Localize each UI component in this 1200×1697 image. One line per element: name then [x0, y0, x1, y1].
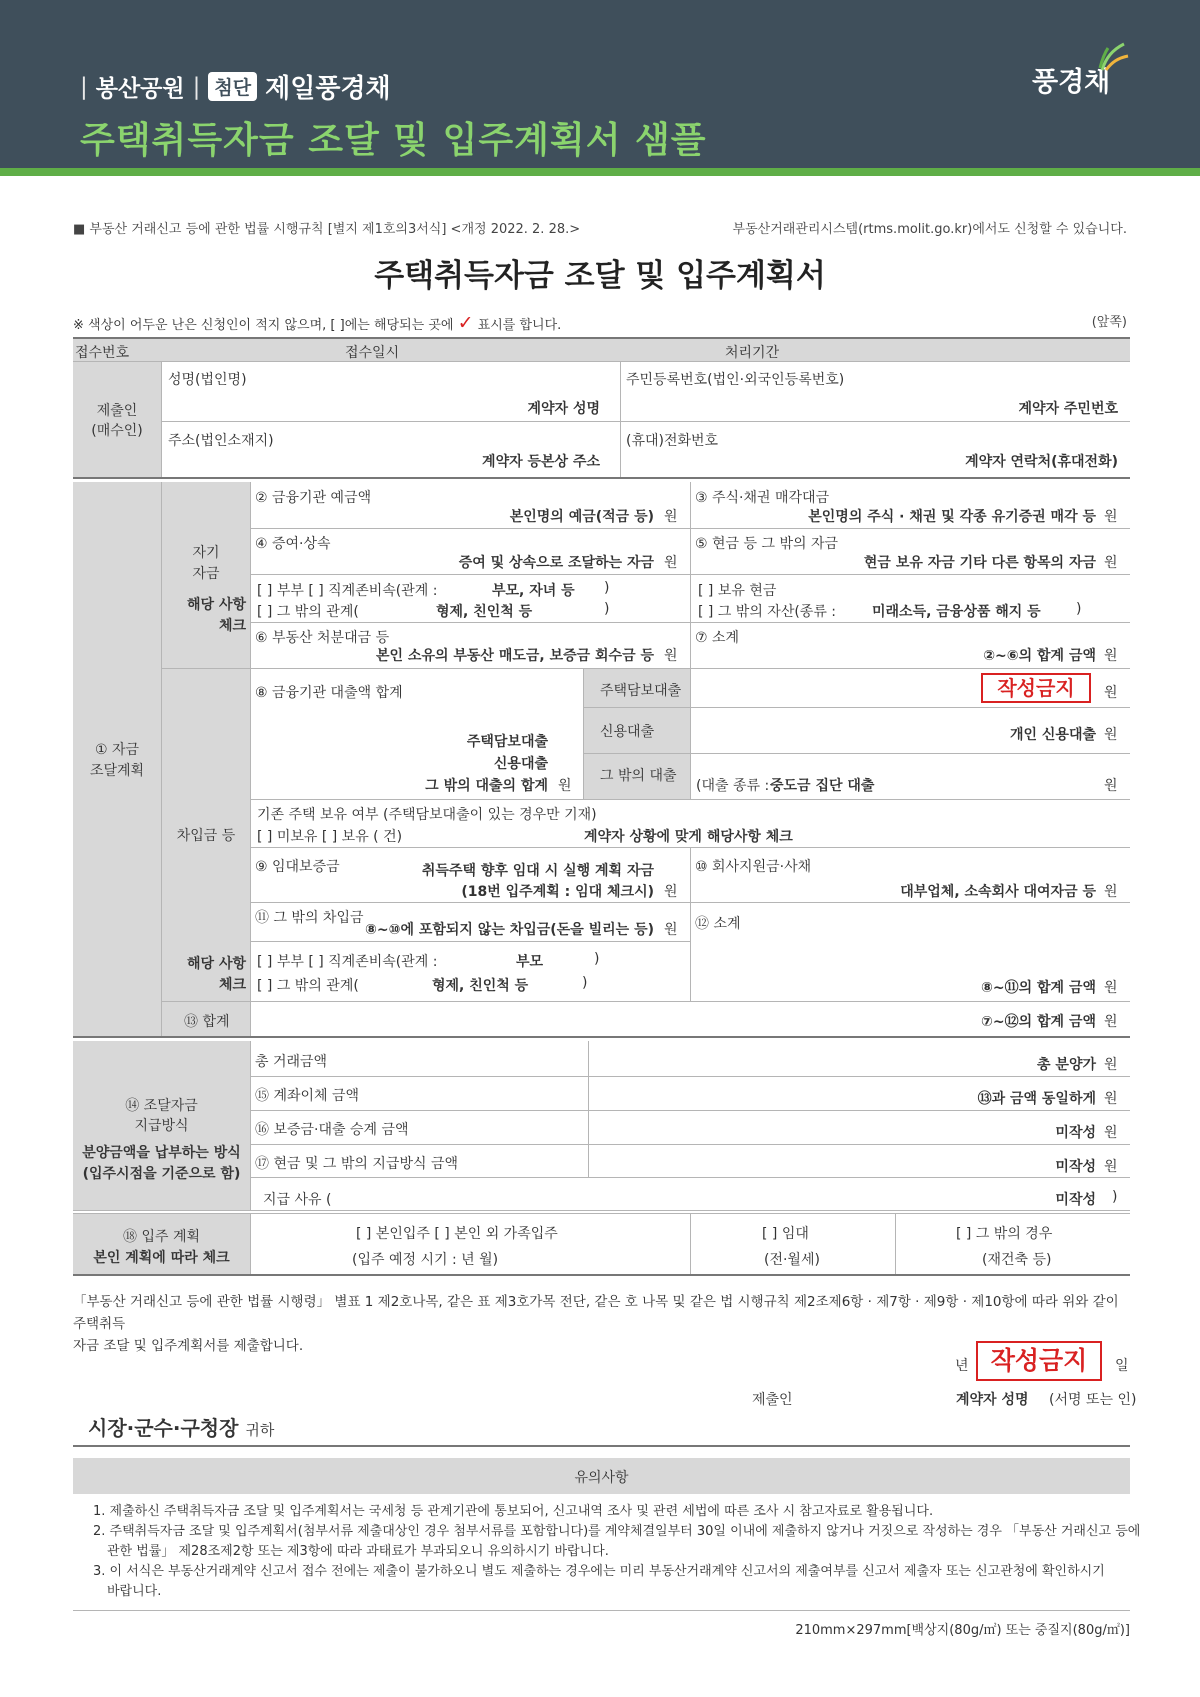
- won-unit: 원: [1104, 685, 1118, 701]
- own-subtotal-label: ⑦ 소계: [695, 630, 740, 646]
- rule: [73, 361, 1130, 362]
- existing-house-note: 계약자 상황에 맞게 해당사항 체크: [584, 829, 793, 845]
- phone-label: (휴대)전화번호: [626, 433, 719, 449]
- transfer-value[interactable]: ⑬과 금액 동일하게: [977, 1091, 1096, 1107]
- funding-label-cell: [73, 482, 161, 1036]
- rule: [250, 528, 1130, 529]
- banner-brand: 제일풍경채: [265, 74, 391, 104]
- won-unit: 원: [1104, 509, 1118, 525]
- other-borrowing-label: ⑪ 그 밖의 차입금: [255, 910, 364, 926]
- payment-reason-value[interactable]: 미작성: [1055, 1192, 1096, 1208]
- succession-label: ⑯ 보증금·대출 승계 금액: [255, 1122, 409, 1138]
- section-border: [73, 1445, 1130, 1447]
- mortgage-label: 주택담보대출: [600, 683, 682, 699]
- notice-text-b: 표시를 합니다.: [477, 318, 562, 333]
- receipt-date-label: 접수일시: [345, 345, 400, 361]
- header-banner: [0, 0, 1200, 176]
- deposit-value[interactable]: 본인명의 예금(적금 등): [509, 509, 654, 525]
- won-unit: 원: [1104, 884, 1118, 900]
- name-label: 성명(법인명): [168, 372, 247, 388]
- paren-close: ): [582, 975, 588, 991]
- own-check-note: 해당 사항: [187, 597, 246, 613]
- rule: [584, 753, 1130, 754]
- banner-park: 봉산공원: [95, 76, 185, 102]
- borrow-relation-check-1[interactable]: [ ] 부부 [ ] 직계존비속(관계 :: [257, 954, 438, 970]
- rule: [250, 1076, 1130, 1077]
- loan-total-label: ⑧ 금융기관 대출액 합계: [255, 685, 403, 701]
- declaration-line-1: 「부동산 거래신고 등에 관한 법률 시행령」 별표 1 제2호나목, 같은 표 제3호가목 전단, 같은 호 나목 및 같은 법 시행규칙 제2조제6항 · 제7항 · 제9항 · 제10항에 따라 위와 같이 주택취득: [73, 1294, 1119, 1332]
- cash-value[interactable]: 현금 보유 자금 기타 다른 항목의 자금: [863, 555, 1096, 571]
- loan-type-label-cell: [584, 669, 690, 799]
- borrow-subtotal-value[interactable]: ⑧~⑪의 합계 금액: [981, 980, 1096, 996]
- own-funds-label: 자기: [192, 545, 220, 561]
- rule: [73, 1210, 1130, 1211]
- other-asset-check[interactable]: [ ] 그 밖의 자산(종류 :: [698, 604, 837, 620]
- payment-label: ⑭ 조달자금: [125, 1098, 198, 1114]
- rule: [250, 1213, 251, 1274]
- lease-deposit-label: ⑨ 임대보증금: [255, 859, 340, 875]
- succession-value[interactable]: 미작성: [1055, 1125, 1096, 1141]
- online-notice: 부동산거래관리시스템(rtms.molit.go.kr)에서도 신청할 수 있습니다.: [732, 222, 1127, 237]
- gift-label: ④ 증여·상속: [255, 536, 331, 552]
- credit-value[interactable]: 개인 신용대출: [1009, 727, 1096, 743]
- realty-label: ⑥ 부동산 처분대금 등: [255, 630, 390, 646]
- rule: [162, 1001, 1130, 1002]
- rule: [584, 707, 1130, 708]
- lease-deposit-note-1: 취득주택 향후 임대 시 실행 계획 자금: [421, 863, 654, 879]
- payment-note-1: 분양금액을 납부하는 방식: [82, 1145, 241, 1161]
- borrow-relation-value-1[interactable]: 부모: [516, 954, 544, 970]
- paren-close: ): [1112, 1189, 1118, 1205]
- borrow-subtotal-label: ⑫ 소계: [695, 916, 741, 932]
- other-asset-value[interactable]: 미래소득, 금융상품 해지 등: [872, 604, 1041, 620]
- rule: [583, 669, 584, 799]
- rule: [250, 941, 690, 942]
- relation-check-1[interactable]: [ ] 부부 [ ] 직계존비속(관계 :: [257, 583, 438, 599]
- id-value[interactable]: 계약자 주민번호: [1018, 401, 1118, 417]
- transfer-label: ⑮ 계좌이체 금액: [255, 1088, 360, 1104]
- loan-total-item-2: 신용대출: [493, 756, 548, 772]
- rule: [250, 482, 251, 1036]
- move-in-note: 본인 계획에 따라 체크: [93, 1250, 230, 1266]
- signature-label: (서명 또는 인): [1049, 1392, 1137, 1408]
- lease-deposit-note-2[interactable]: (18번 입주계획 : 임대 체크시): [461, 884, 654, 900]
- won-unit: 원: [664, 555, 678, 571]
- cash-payment-label: ⑰ 현금 및 그 밖의 지급방식 금액: [255, 1156, 458, 1172]
- won-unit: 원: [1104, 727, 1118, 743]
- credit-label: 신용대출: [600, 724, 655, 740]
- divider: |: [192, 73, 201, 100]
- total-deal-label: 총 거래금액: [255, 1054, 328, 1070]
- won-unit: 원: [1104, 1091, 1118, 1107]
- section-border: [73, 477, 1130, 479]
- id-label: 주민등록번호(법인·외국인등록번호): [626, 372, 845, 388]
- submitter-sign-label: 제출인: [752, 1392, 793, 1408]
- declaration-text: [73, 1291, 1130, 1357]
- rule: [250, 574, 1130, 575]
- won-unit: 원: [664, 884, 678, 900]
- address-value[interactable]: 계약자 등본상 주소: [482, 454, 600, 470]
- phone-value[interactable]: 계약자 연락처(휴대전화): [965, 454, 1118, 470]
- receipt-no-label: 접수번호: [75, 345, 130, 361]
- won-unit: 원: [1104, 1014, 1118, 1030]
- relation-check-2[interactable]: [ ] 그 밖의 관계(: [257, 604, 359, 620]
- notice-text-a: ※ 색상이 어두운 난은 신청인이 적지 않으며, [ ]에는 해당되는 곳에: [73, 318, 454, 333]
- existing-house-label: 기존 주택 보유 여부 (주택담보대출이 있는 경우만 기재): [257, 807, 597, 823]
- own-funds-label-cell: [162, 482, 250, 668]
- banner-badge: 첨단: [208, 72, 257, 101]
- payment-note-2: (입주시점을 기준으로 함): [82, 1166, 241, 1182]
- deposit-label: ② 금융기관 예금액: [255, 490, 372, 506]
- total-label: ⑬ 합계: [184, 1014, 230, 1030]
- day-label: 일: [1115, 1358, 1129, 1374]
- other-borrowing-value[interactable]: ⑧~⑩에 포함되지 않는 차입금(돈을 빌리는 등): [365, 922, 654, 938]
- form-title: 주택취득자금 조달 및 입주계획서: [374, 258, 826, 294]
- paper-spec: 210mm×297mm[백상지(80g/㎡) 또는 중질지(80g/㎡)]: [795, 1623, 1130, 1638]
- front-side-label: (앞쪽): [1091, 315, 1127, 330]
- rule: [161, 482, 162, 1036]
- borrowing-label: 차입금 등: [176, 828, 236, 844]
- rule: [588, 1041, 589, 1177]
- note-item: 2. 주택취득자금 조달 및 입주계획서(첨부서류 제출대상인 경우 첨부서류를 포함합니다)를 계약체결일부터 30일 이내에 제출하지 않거나 거짓으로 작성하는 경우 「부동산 거래신고 등에: [93, 1524, 1141, 1539]
- won-unit: 원: [1104, 980, 1118, 996]
- won-unit: 원: [1104, 778, 1118, 794]
- own-funds-label-2: 자금: [192, 566, 220, 582]
- rule: [690, 847, 691, 1001]
- won-unit: 원: [558, 778, 572, 794]
- rule: [161, 362, 162, 477]
- won-unit: 원: [664, 509, 678, 525]
- company-loan-label: ⑩ 회사지원금·사채: [695, 859, 812, 875]
- grand-total-value[interactable]: ⑦~⑫의 합계 금액: [981, 1014, 1096, 1030]
- existing-house-check[interactable]: [ ] 미보유 [ ] 보유 ( 건): [257, 829, 403, 845]
- borrow-relation-check-2[interactable]: [ ] 그 밖의 관계(: [257, 978, 359, 994]
- lease-sub: (전·월세): [764, 1252, 820, 1268]
- borrow-check-note: 해당 사항: [187, 956, 246, 972]
- stock-label: ③ 주식·채권 매각대금: [695, 490, 830, 506]
- company-loan-value[interactable]: 대부업체, 소속회사 대여자금 등: [900, 884, 1096, 900]
- won-unit: 원: [1104, 1125, 1118, 1141]
- divider: |: [80, 73, 88, 100]
- banner-title: 주택취득자금 조달 및 입주계획서 샘플: [80, 120, 707, 161]
- other-loan-label: 그 밖의 대출: [600, 768, 677, 784]
- submitter-label-cell: [73, 362, 161, 477]
- cash-payment-value[interactable]: 미작성: [1055, 1159, 1096, 1175]
- addressee-honorific: 귀하: [245, 1421, 275, 1439]
- payment-label-2: 지급방식: [134, 1118, 189, 1134]
- won-unit: 원: [1104, 555, 1118, 571]
- own-subtotal-value[interactable]: ②~⑥의 합계 금액: [983, 648, 1096, 664]
- funding-label: ① 자금: [94, 742, 140, 758]
- banner-strip: [0, 168, 1200, 176]
- holding-cash-check[interactable]: [ ] 보유 현금: [698, 583, 777, 599]
- cash-label: ⑤ 현금 등 그 밖의 자금: [695, 536, 838, 552]
- note-item: 관한 법률」 제28조제2항 또는 제3항에 따라 과태료가 부과되오니 유의하시기 바랍니다.: [107, 1544, 609, 1559]
- rule: [250, 1177, 1130, 1178]
- rule: [895, 1213, 896, 1274]
- rule: [250, 1041, 251, 1210]
- move-in-timing[interactable]: (입주 예정 시기 : 년 월): [352, 1252, 499, 1268]
- won-unit: 원: [1104, 1057, 1118, 1073]
- rule: [73, 1213, 1130, 1214]
- submitter-label: 제출인: [96, 403, 138, 419]
- notes-title: 유의사항: [574, 1470, 629, 1486]
- loan-kind-value[interactable]: 중도금 집단 대출: [770, 778, 875, 794]
- self-move-in-check[interactable]: [ ] 본인입주 [ ] 본인 외 가족입주: [356, 1226, 558, 1242]
- borrow-relation-value-2[interactable]: 형제, 친인척 등: [432, 978, 529, 994]
- rule: [73, 1610, 1130, 1611]
- check-icon: ✓: [457, 312, 474, 334]
- rule: [620, 362, 621, 477]
- year-label: 년: [955, 1358, 969, 1374]
- relation-value-1[interactable]: 부모, 자녀 등: [492, 583, 575, 599]
- funding-label-2: 조달계획: [89, 763, 145, 779]
- payment-reason-label: 지급 사유 (: [263, 1192, 332, 1208]
- law-reference: ■ 부동산 거래신고 등에 관한 법률 시행규칙 [별지 제1호의3서식] <개정 2022. 2. 28.>: [73, 222, 581, 237]
- notes-header: [73, 1458, 1130, 1494]
- note-item: 1. 제출하신 주택취득자금 조달 및 입주계획서는 국세청 등 관계기관에 통보되어, 신고내역 조사 및 관련 세법에 따른 조사 시 참고자료로 활용됩니다.: [93, 1504, 934, 1519]
- receipt-row: [73, 339, 1130, 361]
- rule: [690, 482, 691, 668]
- leaf-icon: [1096, 40, 1132, 74]
- lease-check[interactable]: [ ] 임대: [762, 1226, 809, 1242]
- total-label-cell: [162, 1002, 250, 1036]
- borrow-check-note-2: 체크: [218, 977, 246, 993]
- declaration-line-2: 자금 조달 및 입주계획서를 제출합니다.: [73, 1338, 304, 1354]
- fill-notice: [73, 312, 561, 334]
- rule: [161, 421, 1130, 422]
- section-border: [73, 1036, 1130, 1038]
- loan-kind-label: (대출 종류 :: [696, 778, 770, 794]
- address-label: 주소(법인소재지): [168, 433, 274, 449]
- total-deal-value[interactable]: 총 분양가: [1037, 1057, 1096, 1073]
- do-not-write-stamp: 작성금지: [981, 673, 1091, 703]
- move-in-label-cell: [73, 1214, 250, 1274]
- own-check-note-2: 체크: [218, 618, 246, 634]
- banner-subtitle: [80, 68, 391, 105]
- won-unit: 원: [664, 648, 678, 664]
- do-not-write-stamp: 작성금지: [976, 1341, 1102, 1381]
- borrowing-label-cell: [162, 669, 250, 1001]
- name-value[interactable]: 계약자 성명: [527, 401, 600, 417]
- other-case-sub: (재건축 등): [982, 1252, 1052, 1268]
- loan-total-item-3[interactable]: 그 밖의 대출의 합계: [425, 778, 548, 794]
- won-unit: 원: [664, 922, 678, 938]
- stock-value[interactable]: 본인명의 주식 · 채권 및 각종 유기증권 매각 등: [808, 509, 1096, 525]
- move-in-label: ⑱ 입주 계획: [123, 1229, 200, 1245]
- rule: [250, 1144, 1130, 1145]
- paren-close: ): [1076, 601, 1082, 617]
- relation-value-2[interactable]: 형제, 친인척 등: [436, 604, 533, 620]
- rule: [250, 622, 1130, 623]
- rule: [690, 669, 691, 799]
- note-item: 바랍니다.: [107, 1584, 162, 1599]
- rule: [690, 1213, 691, 1274]
- buyer-label: (매수인): [91, 423, 143, 439]
- addressee: [88, 1412, 274, 1441]
- won-unit: 원: [1104, 1159, 1118, 1175]
- payment-label-cell: [73, 1041, 250, 1210]
- loan-total-item-1: 주택담보대출: [466, 734, 548, 750]
- paren-close: ): [594, 951, 600, 967]
- table-bottom-border: [73, 1274, 1130, 1276]
- note-item: 3. 이 서식은 부동산거래계약 신고서 접수 전에는 제출이 불가하오니 별도 제출하는 경우에는 미리 부동산거래계약 신고서의 제출여부를 신고서 제출자 또는 신고관청에 확인하시기: [93, 1564, 1105, 1579]
- rule: [250, 902, 1130, 903]
- won-unit: 원: [1104, 648, 1118, 664]
- submitter-sign-value[interactable]: 계약자 성명: [956, 1392, 1029, 1408]
- rule: [250, 799, 1130, 800]
- other-case-check[interactable]: [ ] 그 밖의 경우: [956, 1226, 1053, 1242]
- addressee-name: 시장·군수·구청장: [88, 1416, 239, 1440]
- processing-period-label: 처리기간: [725, 345, 780, 361]
- rule: [250, 1110, 1130, 1111]
- realty-value[interactable]: 본인 소유의 부동산 매도금, 보증금 회수금 등: [376, 648, 654, 664]
- paren-close: ): [604, 580, 610, 596]
- brand-logo: 풍경채: [1032, 67, 1111, 98]
- paren-close: ): [604, 601, 610, 617]
- gift-value[interactable]: 증여 및 상속으로 조달하는 자금: [458, 555, 654, 571]
